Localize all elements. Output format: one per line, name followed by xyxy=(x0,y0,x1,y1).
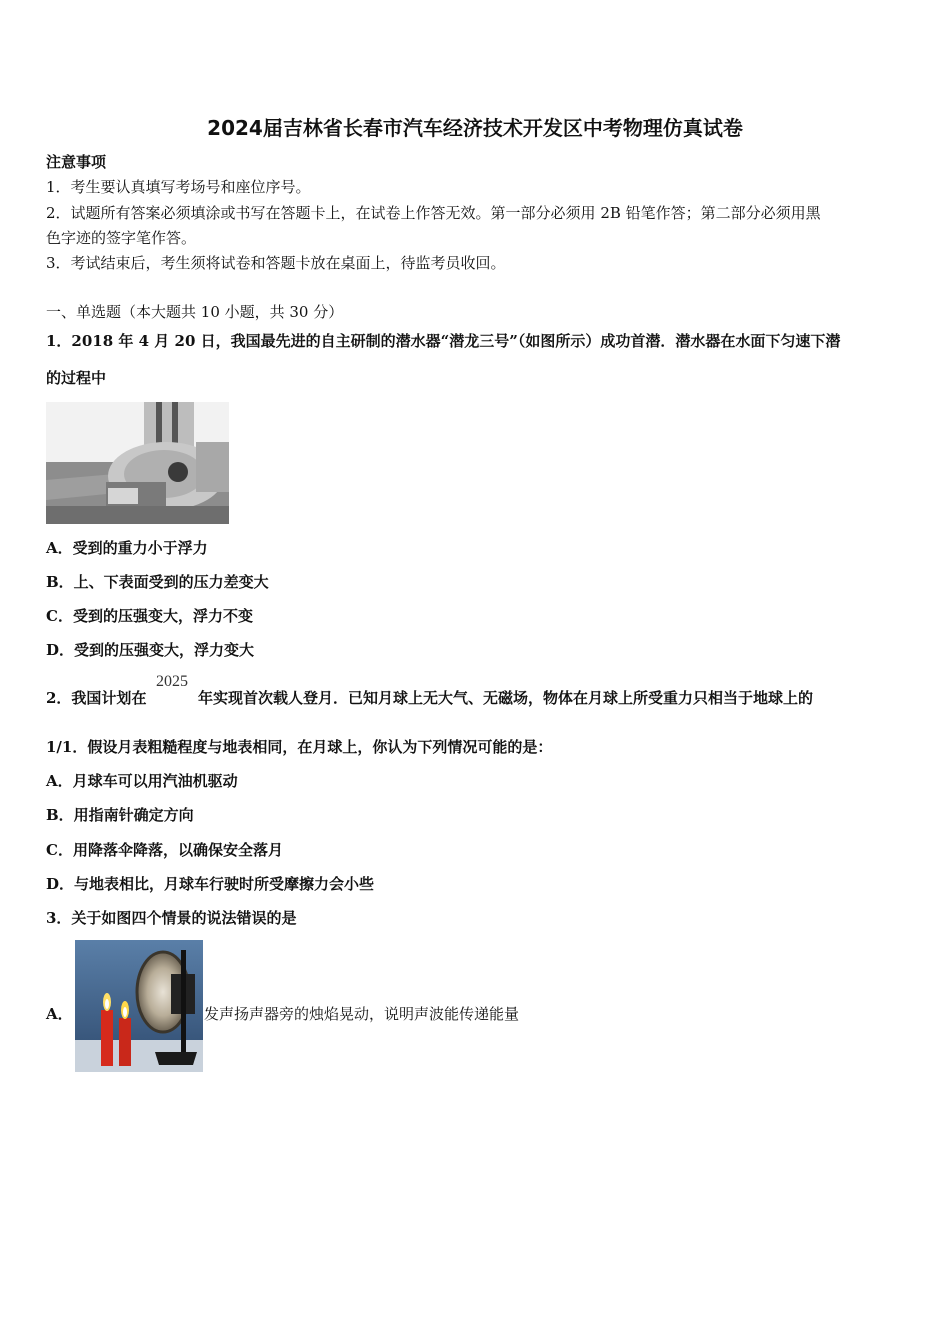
notice-item-3: 3．考试结束后，考生须将试卷和答题卡放在桌面上，待监考员收回。 xyxy=(46,254,506,272)
submersible-photo xyxy=(46,402,229,524)
question-2-stem-prefix: 2．我国计划在 xyxy=(46,689,147,707)
notice-item-2: 2．试题所有答案必须填涂或书写在答题卡上，在试卷上作答无效。第一部分必须用 2B 铅笔作答；第二部分必须用黑 xyxy=(46,204,821,222)
question-1-option-d: D．受到的压强变大，浮力变大 xyxy=(46,641,255,659)
question-1-option-a: A．受到的重力小于浮力 xyxy=(46,539,208,557)
page-title: 2024届吉林省长春市汽车经济技术开发区中考物理仿真试卷 xyxy=(207,116,743,140)
notice-heading: 注意事项 xyxy=(46,153,107,171)
question-1-option-c: C．受到的压强变大，浮力不变 xyxy=(46,607,253,625)
question-2-stem-suffix: 年实现首次载人登月．已知月球上无大气、无磁场，物体在月球上所受重力只相当于地球上的 xyxy=(198,689,814,707)
notice-item-1: 1．考生要认真填写考场号和座位序号。 xyxy=(46,178,311,196)
question-2-option-d: D．与地表相比，月球车行驶时所受摩擦力会小些 xyxy=(46,875,375,893)
question-2-option-b: B．用指南针确定方向 xyxy=(46,806,194,824)
question-1-option-b: B．上、下表面受到的压力差变大 xyxy=(46,573,269,591)
question-2-option-a: A．月球车可以用汽油机驱动 xyxy=(46,772,238,790)
question-2-year: 2025 xyxy=(156,673,188,690)
question-3-option-a-label: A． xyxy=(46,1005,73,1023)
section-heading: 一、单选题（本大题共 10 小题，共 30 分） xyxy=(46,303,344,321)
question-1-stem-cont: 的过程中 xyxy=(46,369,107,387)
candle-speaker-photo xyxy=(75,940,203,1072)
question-1-stem: 1．2018 年 4 月 20 日，我国最先进的自主研制的潜水器“潜龙三号”（如图所示）成功首潜．潜水器在水面下匀速下潜 xyxy=(46,332,841,350)
question-3-stem: 3．关于如图四个情景的说法错误的是 xyxy=(46,909,297,927)
question-2-option-c: C．用降落伞降落，以确保安全落月 xyxy=(46,841,283,859)
notice-item-2-cont: 色字迹的签字笔作答。 xyxy=(46,229,197,247)
question-2-stem-cont: 1/1．假设月表粗糙程度与地表相同，在月球上，你认为下列情况可能的是： xyxy=(46,738,553,756)
question-3-option-a-text: 发声扬声器旁的烛焰晃动，说明声波能传递能量 xyxy=(204,1005,520,1023)
